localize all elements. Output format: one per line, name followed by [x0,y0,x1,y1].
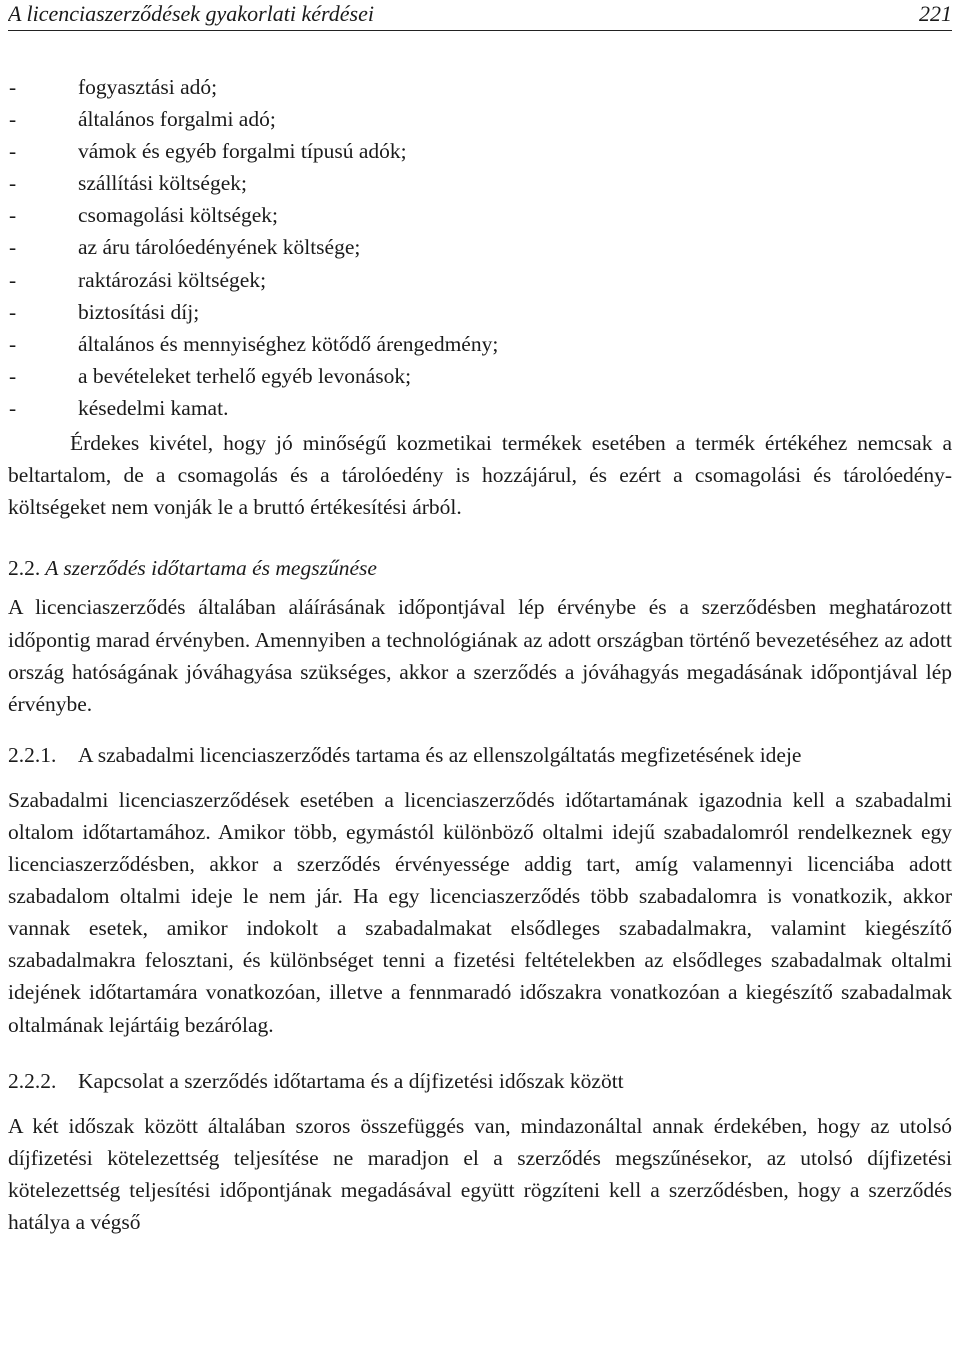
list-item [8,328,952,360]
document-page [8,0,952,1372]
list-item-text: általános forgalmi adó; [78,107,276,132]
section-number: 2.2. [8,556,41,581]
list-item [8,71,952,103]
list-dash: - [9,171,17,196]
page-number: 221 [919,1,952,26]
list-item-text: általános és mennyiséghez kötődő árengedmény; [78,331,499,356]
cost-items-list [8,71,952,424]
section-2-2-2-body: A két időszak között általában szoros összefüggés van, mindazonáltal annak érdekében, hogy az utolsó díjfizetési kötelezettség teljesítése ne maradjon el a szerződés megszűnésekor, az utolsó díjfizetési kötelezettség teljesítési időpontjának megadásával együtt rögzíteni kell a szerződésben, hogy a szerződés hatálya a végső [8,1113,952,1234]
list-item-text: szállítási költségek; [78,171,247,196]
list-dash: - [9,267,17,292]
running-header [8,3,952,31]
section-2-2-1-body: Szabadalmi licenciaszerződések esetében a licenciaszerződés időtartamának igazodnia kell a szabadalmi oltalom időtartamához. Amikor több, egymástól különböző oltalmi idejű szabadalomról rendelkeznek egy licenciaszerződésben, akkor a szerződés érvényessége addig tart, amíg valamennyi licenciába adott szabadalom oltalmi ideje le nem jár. Ha egy licenciaszerződés több szabadalomra is vonatkozik, akkor vannak esetek, amikor indokolt a szabadalmakat elsődleges szabadalmakra, valamint kiegészítő szabadalmakra felosztani, és különbséget tenni a fizetési feltételekben az elsődleges szabadalmak oltalmi idejének időtartamára vonatkozóan, illetve a fennmaradó időszakra vonatkozóan a kiegészítő szabadalmak oltalmának lejártáig bezárólag. [8,787,952,1037]
section-number: 2.2.2. [8,1068,57,1093]
section-2-2-body: A licenciaszerződés általában aláírásának időpontjával lép érvénybe és a szerződésben meghatározott időpontig marad érvényben. Amennyiben a technológiának az adott országban történő bevezetéséhez az adott ország hatóságának jóváhagyása szükséges, akkor a szerződés a jóváhagyás megadásának időpontjával lép érvénybe. [8,595,952,716]
section-2-2-2-heading [8,1065,952,1097]
section-title: A szerződés időtartama és megszűnése [45,556,377,581]
list-dash: - [9,299,17,324]
list-item [8,135,952,167]
list-dash: - [9,395,17,420]
cosmetics-exception-paragraph: Érdekes kivétel, hogy jó minőségű kozmetikai termékek esetében a termék értékéhez nemcsak a beltartalom, de a csomagolás és a tárolóedény is hozzájárul, és ezért a csomagolási és tárolóedény-költségeket nem vonják le a bruttó értékesítési árból. [8,431,952,520]
list-item [8,103,952,135]
list-item-text: raktározási költségek; [78,267,267,292]
list-item [8,296,952,328]
list-item [8,199,952,231]
list-dash: - [9,235,17,260]
list-dash: - [9,107,17,132]
list-item-text: csomagolási költségek; [78,203,279,228]
section-title: A szabadalmi licenciaszerződés tartama és az ellenszolgáltatás megfizetésének ideje [78,742,802,767]
list-item [8,392,952,424]
list-item [8,231,952,263]
section-number: 2.2.1. [8,742,57,767]
list-dash: - [9,203,17,228]
section-2-2-1-heading [8,739,952,771]
list-dash: - [9,331,17,356]
list-item-text: fogyasztási adó; [78,75,218,99]
list-item-text: a bevételeket terhelő egyéb levonások; [78,363,412,388]
running-header-title: A licenciaszerződések gyakorlati kérdései [8,1,374,26]
list-item [8,167,952,199]
list-item-text: késedelmi kamat. [78,395,229,420]
list-item-text: az áru tárolóedényének költsége; [78,235,361,260]
section-2-2-heading [8,552,952,584]
list-dash: - [9,139,17,164]
list-item [8,264,952,296]
list-dash: - [9,75,17,99]
list-item [8,360,952,392]
section-title: Kapcsolat a szerződés időtartama és a díjfizetési időszak között [78,1068,624,1093]
list-item-text: vámok és egyéb forgalmi típusú adók; [78,139,407,164]
list-dash: - [9,363,17,388]
list-item-text: biztosítási díj; [78,299,200,324]
